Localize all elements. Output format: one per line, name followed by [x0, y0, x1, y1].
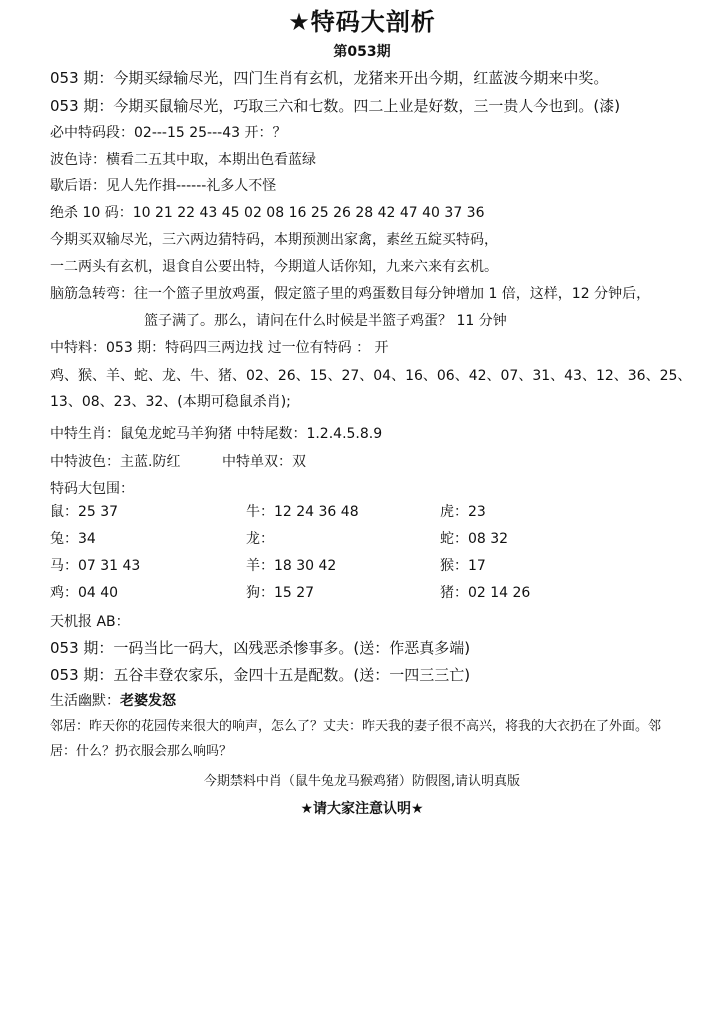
zodiac-cell [50, 529, 96, 549]
zodiac-numbers: 07 31 43 [78, 558, 141, 574]
zodiac-cell [246, 529, 274, 549]
special-zodiac: 中特生肖：鼠兔龙蛇马羊狗猪 中特尾数：1.2.4.5.8.9 [50, 426, 383, 442]
zodiac-label: 羊： [246, 558, 274, 574]
poem-line-1: 今期买双输尽光，三六两边猜特码，本期预测出家禽，素丝五綻买特码， [50, 232, 498, 248]
footer-notice: 今期禁料中肖（鼠牛兔龙马猴鸡猪）防假图,请认明真版 [203, 774, 521, 789]
zodiac-cell [440, 502, 486, 522]
saying: 歇后语：见人先作揖------礼多人不怪 [50, 178, 277, 194]
tianji-line-1: 053 期：一码当比一码大，凶残恶杀惨事多。(送：作恶真多端) [50, 639, 471, 657]
zodiac-numbers: 17 [468, 558, 486, 574]
page-title: ★特码大剖析 [288, 8, 436, 36]
verse-line-1: 053 期：今期买绿输尽光，四门生肖有玄机，龙猪来开出今期，红蓝波今期来中奖。 [50, 69, 609, 87]
zodiac-cell [50, 502, 118, 522]
zodiac-cell [50, 556, 140, 576]
tianji-heading: 天机报 AB： [50, 614, 130, 630]
zodiac-numbers: 34 [78, 531, 96, 547]
zodiac-label: 鼠： [50, 504, 78, 520]
zodiac-cell [246, 502, 359, 522]
zodiac-label: 牛： [246, 504, 274, 520]
zodiac-numbers: 18 30 42 [274, 558, 337, 574]
kill-numbers: 绝杀 10 码：10 21 22 43 45 02 08 16 25 26 28 42 47 40 37 36 [50, 205, 485, 221]
issue-number: 第053期 [333, 44, 391, 60]
zodiac-cell [50, 583, 118, 603]
zodiac-numbers: 15 27 [274, 585, 315, 601]
verse-line-2: 053 期：今期买鼠输尽光，巧取三六和七数。四二上业是好数，三一贵人今也到。(漆) [50, 97, 621, 115]
zodiac-label: 鸡： [50, 585, 78, 601]
zodiac-numbers: 12 24 36 48 [274, 504, 359, 520]
zodiac-label: 兔： [50, 531, 78, 547]
zodiac-label: 猴： [440, 558, 468, 574]
humor-label: 生活幽默： [50, 693, 120, 709]
zodiac-label: 虎： [440, 504, 468, 520]
zodiac-label: 蛇： [440, 531, 468, 547]
zodiac-label: 龙： [246, 531, 274, 547]
zodiac-label: 猪： [440, 585, 468, 601]
zodiac-numbers: 04 40 [78, 585, 119, 601]
riddle-line-2: 篮子满了。那么，请问在什么时候是半篮子鸡蛋？ 11 分钟 [144, 313, 507, 329]
zodiac-numbers: 23 [468, 504, 486, 520]
humor-line [50, 691, 176, 711]
zodiac-numbers: 25 37 [78, 504, 119, 520]
zodiac-cell [440, 556, 486, 576]
zodiac-cell [440, 583, 530, 603]
zodiac-numbers: 02 14 26 [468, 585, 531, 601]
zodiac-cell [440, 529, 508, 549]
special-list-1: 鸡、猴、羊、蛇、龙、牛、猪、02、26、15、27、04、16、06、42、07、31、43、12、36、25、 [50, 368, 692, 384]
humor-title: 老婆发怒 [120, 693, 176, 709]
special-odd-even: 中特单双：双 [222, 454, 306, 470]
special-material: 中特料：053 期：特码四三两边找 过一位有特码 ： 开 [50, 340, 389, 356]
footer-warning: ★请大家注意认明★ [300, 801, 424, 817]
joke-line-2: 居：什么？扔衣服会那么响吗？ [50, 744, 233, 759]
zodiac-numbers: 08 32 [468, 531, 509, 547]
grid-heading: 特码大包围： [50, 481, 134, 497]
must-win-range: 必中特码段：02---15 25---43 开：？ [50, 125, 287, 141]
riddle-line-1: 脑筋急转弯：往一个篮子里放鸡蛋，假定篮子里的鸡蛋数目每分钟增加 1 倍，这样，12 分钟后， [50, 286, 651, 302]
zodiac-label: 狗： [246, 585, 274, 601]
special-color: 中特波色：主蓝.防红 [50, 454, 181, 470]
color-poem: 波色诗：横看二五其中取，本期出色看蓝绿 [50, 152, 316, 168]
special-list-2: 13、08、23、32、(本期可稳鼠杀肖); [50, 394, 291, 410]
joke-line-1: 邻居：昨天你的花园传来很大的响声，怎么了？丈夫：昨天我的妻子很不高兴，将我的大衣扔在了外面。邻 [50, 719, 662, 734]
zodiac-label: 马： [50, 558, 78, 574]
zodiac-cell [246, 583, 314, 603]
poem-line-2: 一二两头有玄机，退食自公要出特，今期道人话你知，九来六来有玄机。 [50, 259, 498, 275]
zodiac-cell [246, 556, 336, 576]
tianji-line-2: 053 期：五谷丰登农家乐，金四十五是配数。(送：一四三三亡) [50, 666, 471, 684]
